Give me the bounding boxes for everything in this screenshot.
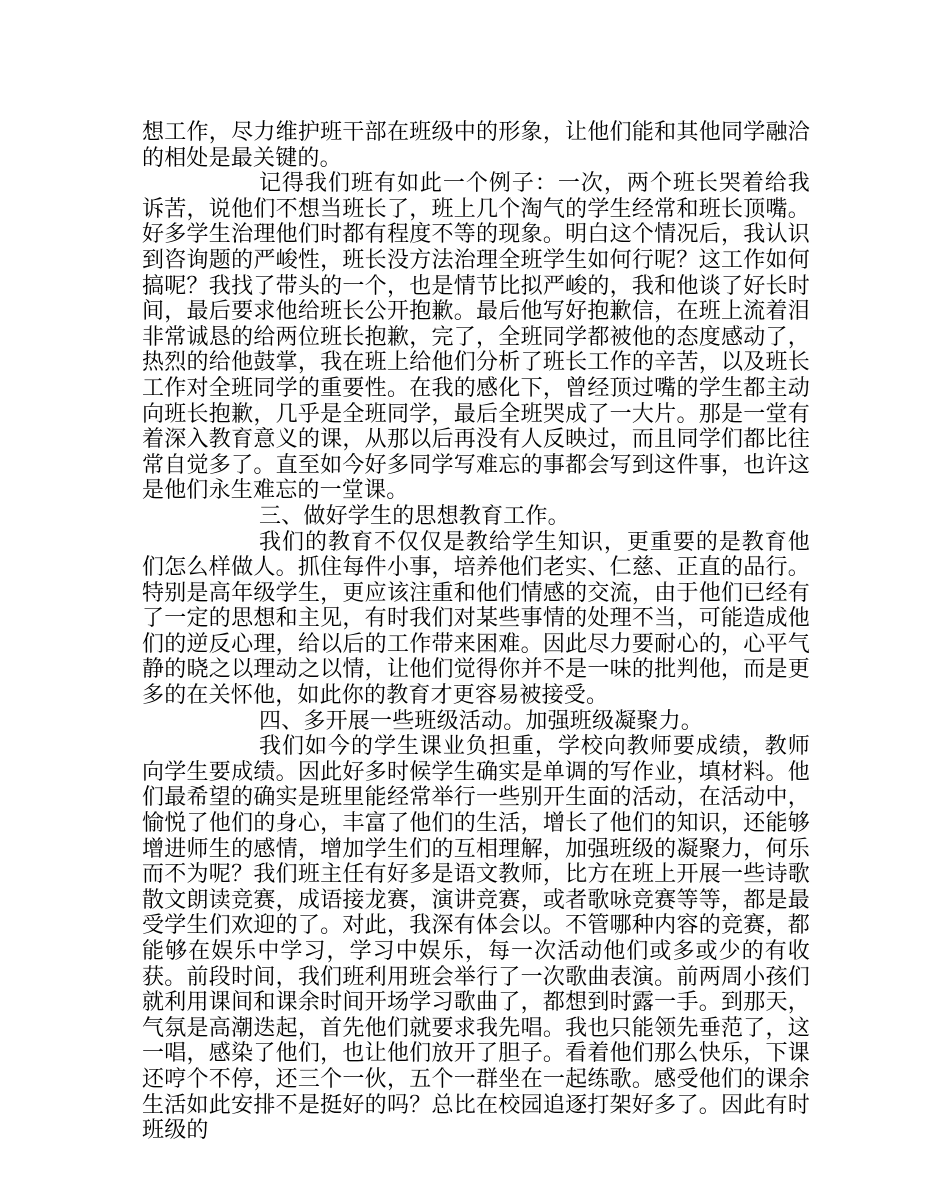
paragraph-moral-education: 我们的教育不仅仅是教给学生知识，更重要的是教育他们怎么样做人。抓住每件小事，培养他们老实、仁慈、正直的品行。特别是高年级学生，更应该注重和他们情感的交流，由于他们已经有了一定的思想和主见，有时我们对某些事情的处理不当，可能造成他们的逆反心理，给以后的工作带来困难。因此尽力要耐心的，心平气静的晓之以理动之以情，让他们觉得你并不是一味的批判他，而是更多的在关怀他，如此你的教育才更容易被接受。 <box>142 529 810 709</box>
paragraph-class-monitor-story: 记得我们班有如此一个例子：一次，两个班长哭着给我诉苦，说他们不想当班长了，班上几个淘气的学生经常和班长顶嘴。好多学生治理他们时都有程度不等的现象。明白这个情况后，我认识到咨询题的严峻性，班长没方法治理全班学生如何行呢？这工作如何搞呢？我找了带头的一个，也是情节比拟严峻的，我和他谈了好长时间，最后要求他给班长公开抱歉。最后他写好抱歉信，在班上流着泪非常诚恳的给两位班长抱歉，完了，全班同学都被他的态度感动了，热烈的给他鼓掌，我在班上给他们分析了班长工作的辛苦，以及班长工作对全班同学的重要性。在我的感化下，曾经顶过嘴的学生都主动向班长抱歉，几乎是全班同学，最后全班哭成了一大片。那是一堂有着深入教育意义的课，从那以后再没有人反映过，而且同学们都比往常自觉多了。直至如今好多同学写难忘的事都会写到这件事，也许这是他们永生难忘的一堂课。 <box>142 171 810 504</box>
section-heading-4: 四、多开展一些班级活动。加强班级凝聚力。 <box>259 708 704 734</box>
paragraph-continuation: 想工作，尽力维护班干部在班级中的形象，让他们能和其他同学融洽的相处是最关键的。 <box>142 120 810 171</box>
paragraph-class-activities: 我们如今的学生课业负担重，学校向教师要成绩，教师向学生要成绩。因此好多时候学生确实是单调的写作业，填材料。他们最希望的确实是班里能经常举行一些别开生面的活动，在活动中，愉悦了他们的身心，丰富了他们的生活，增长了他们的知识，还能够增进师生的感情，增加学生们的互相理解，加强班级的凝聚力，何乐而不为呢？我们班主任有好多是语文教师，比方在班上开展一些诗歌散文朗读竞赛，成语接龙赛，演讲竞赛，或者歌咏竞赛等等，都是最受学生们欢迎的了。对此，我深有体会以。不管哪种内容的竞赛，都能够在娱乐中学习，学习中娱乐，每一次活动他们或多或少的有收获。前段时间，我们班利用班会举行了一次歌曲表演。前两周小孩们就利用课间和课余时间开场学习歌曲了，都想到时露一手。到那天，气氛是高潮迭起，首先他们就要求我先唱。我也只能领先垂范了，这一唱，感染了他们，也让他们放开了胆子。看着他们那么快乐，下课还哼个不停，还三个一伙，五个一群坐在一起练歌。感受他们的课余生活如此安排不是挺好的吗？总比在校园追逐打架好多了。因此有时班级的 <box>142 734 810 1144</box>
section-heading-3: 三、做好学生的思想教育工作。 <box>259 503 570 529</box>
document-body <box>142 120 810 1144</box>
